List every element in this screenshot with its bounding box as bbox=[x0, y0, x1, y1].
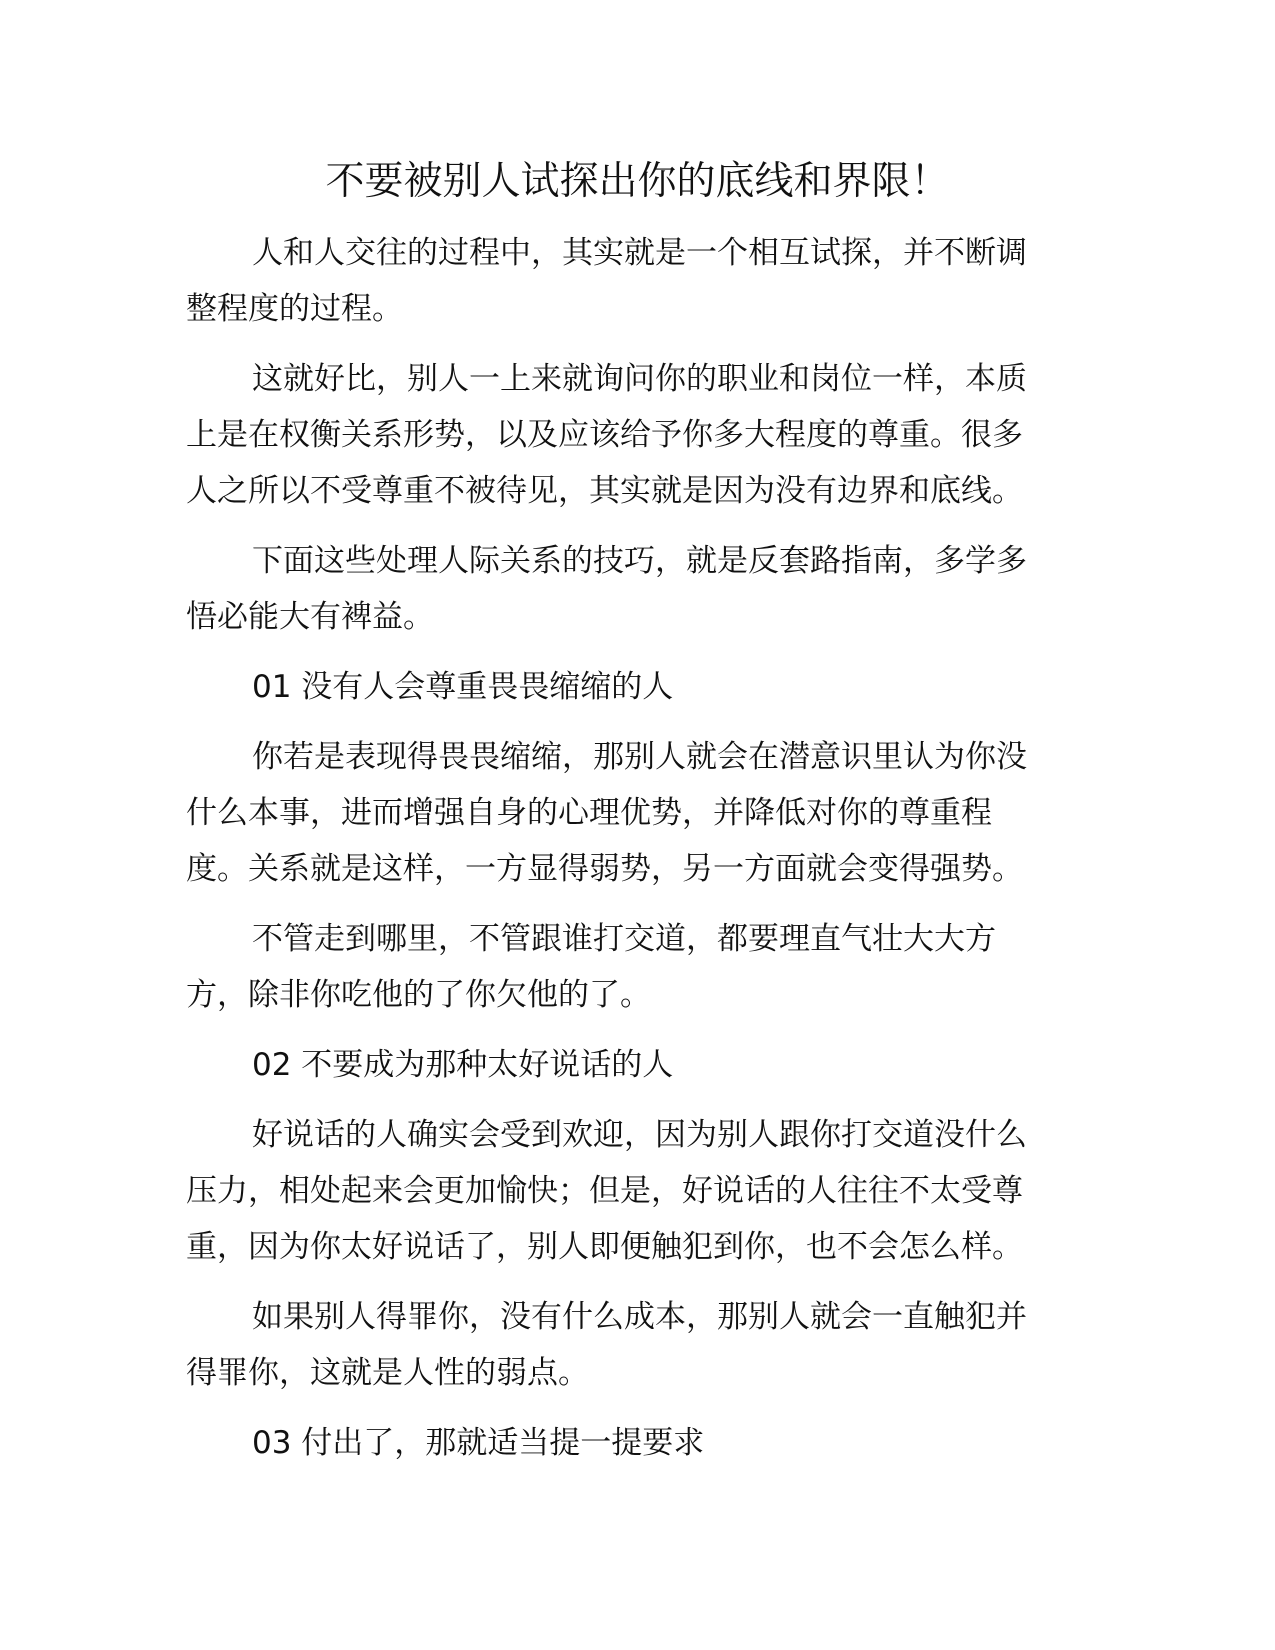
text-line: 压力，相处起来会更加愉快；但是，好说话的人往往不太受尊 bbox=[186, 1173, 1023, 1209]
text-line: 度。关系就是这样，一方显得弱势，另一方面就会变得强势。 bbox=[186, 851, 1023, 887]
section-heading-text: 02 不要成为那种太好说话的人 bbox=[252, 1047, 674, 1083]
paragraph bbox=[186, 1107, 1092, 1275]
section-heading bbox=[186, 1037, 1092, 1093]
paragraph bbox=[186, 911, 1092, 1023]
text-line: 你若是表现得畏畏缩缩，那别人就会在潜意识里认为你没 bbox=[252, 739, 1027, 775]
text-line: 下面这些处理人际关系的技巧，就是反套路指南，多学多 bbox=[252, 543, 1027, 579]
paragraph bbox=[186, 533, 1092, 645]
text-line: 不管走到哪里，不管跟谁打交道，都要理直气壮大大方 bbox=[252, 921, 996, 957]
section-heading-text: 01 没有人会尊重畏畏缩缩的人 bbox=[252, 669, 674, 705]
section-heading bbox=[186, 1415, 1092, 1471]
text-line: 得罪你，这就是人性的弱点。 bbox=[186, 1355, 589, 1391]
text-line: 人之所以不受尊重不被待见，其实就是因为没有边界和底线。 bbox=[186, 473, 1023, 509]
text-line: 如果别人得罪你，没有什么成本，那别人就会一直触犯并 bbox=[252, 1299, 1027, 1335]
page-title: 不要被别人试探出你的底线和界限！ bbox=[325, 159, 950, 204]
text-line: 好说话的人确实会受到欢迎，因为别人跟你打交道没什么 bbox=[252, 1117, 1027, 1153]
paragraph bbox=[186, 729, 1092, 897]
article-body bbox=[186, 225, 1092, 1471]
text-line: 什么本事，进而增强自身的心理优势，并降低对你的尊重程 bbox=[186, 795, 992, 831]
paragraph bbox=[186, 1289, 1092, 1401]
text-line: 悟必能大有裨益。 bbox=[186, 599, 434, 635]
text-line: 整程度的过程。 bbox=[186, 291, 403, 327]
text-line: 重，因为你太好说话了，别人即便触犯到你，也不会怎么样。 bbox=[186, 1229, 1023, 1265]
paragraph bbox=[186, 225, 1092, 337]
paragraph bbox=[186, 351, 1092, 519]
section-heading bbox=[186, 659, 1092, 715]
text-line: 方，除非你吃他的了你欠他的了。 bbox=[186, 977, 651, 1013]
text-line: 上是在权衡关系形势，以及应该给予你多大程度的尊重。很多 bbox=[186, 417, 1023, 453]
text-line: 人和人交往的过程中，其实就是一个相互试探，并不断调 bbox=[252, 235, 1027, 271]
text-line: 这就好比，别人一上来就询问你的职业和岗位一样，本质 bbox=[252, 361, 1027, 397]
section-heading-text: 03 付出了，那就适当提一提要求 bbox=[252, 1425, 705, 1461]
